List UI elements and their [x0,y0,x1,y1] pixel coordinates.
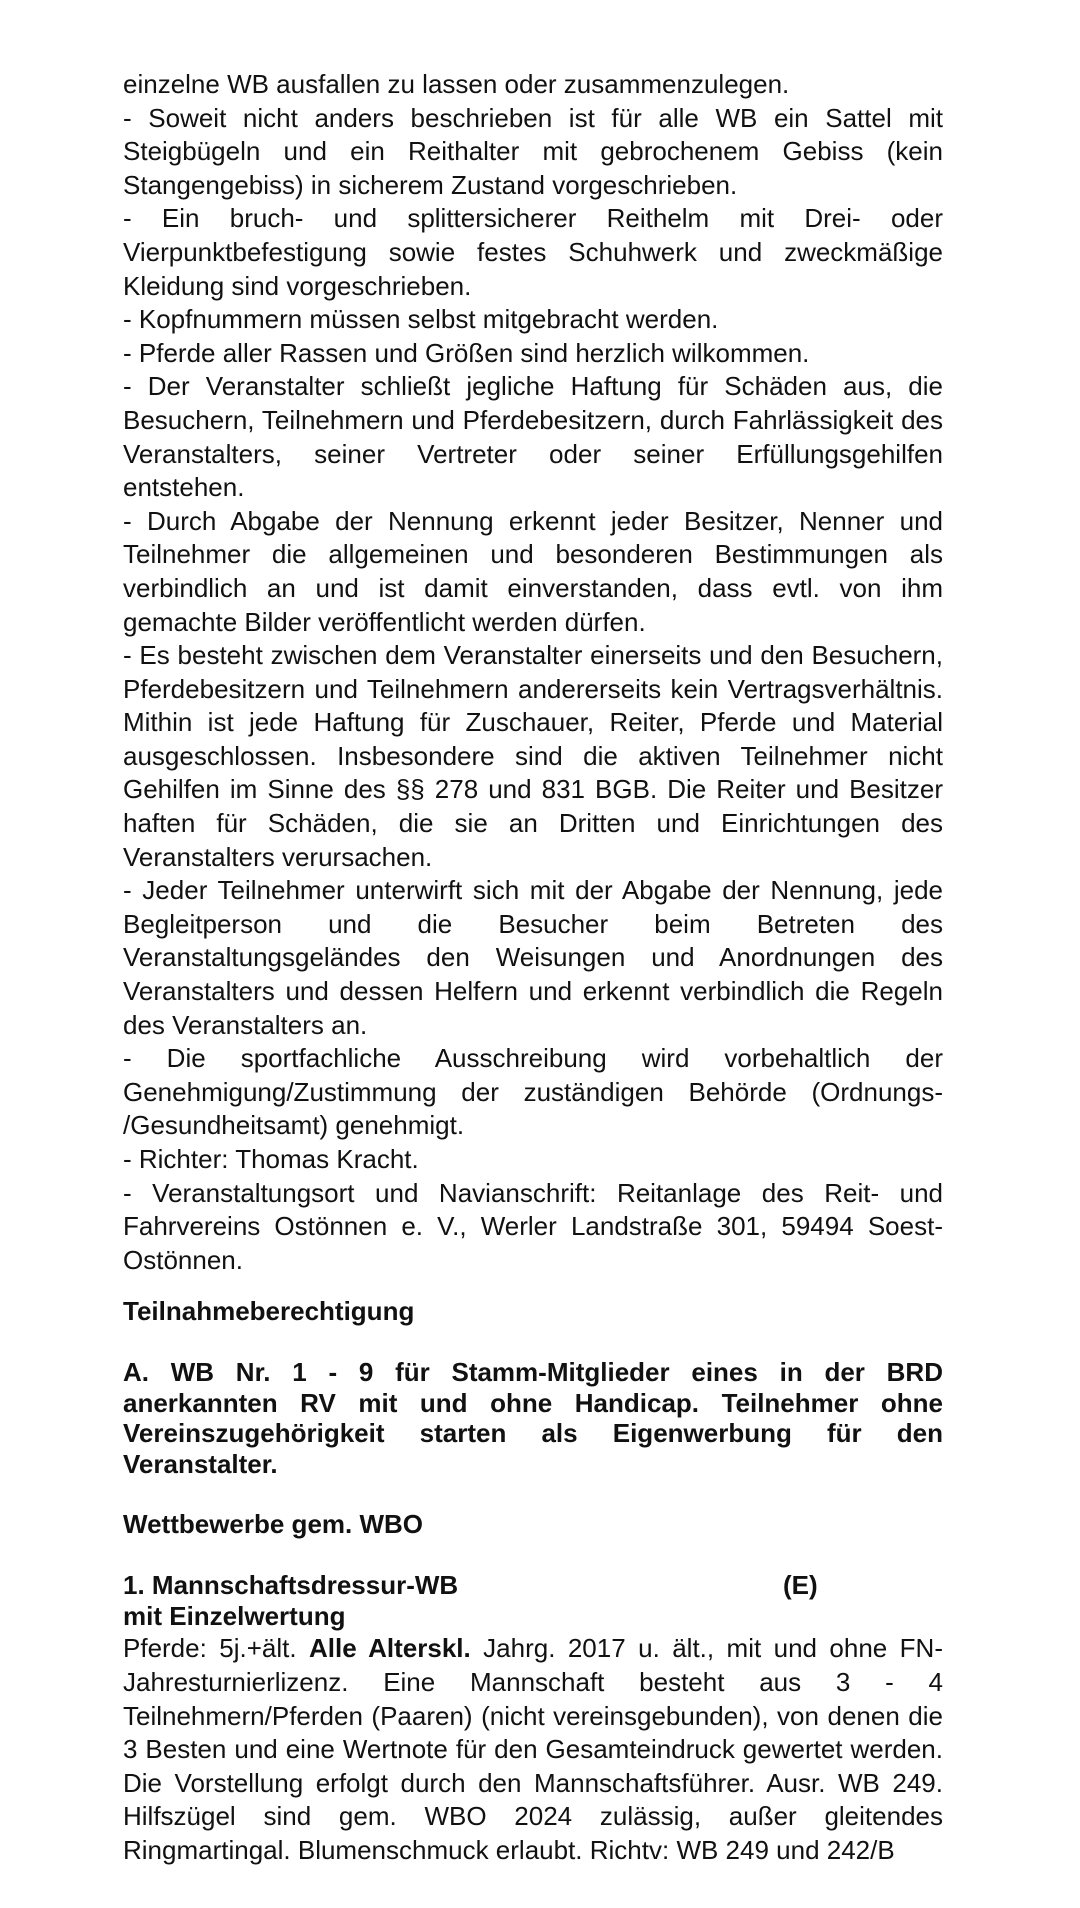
rule-paragraph: - Soweit nicht anders beschrieben ist für alle WB ein Sattel mit Steigbügeln und ein Reithalter mit gebrochenem Gebiss (kein Stangengebiss) in sicherem Zustand vorgeschrieben. [123,102,943,200]
spacer [123,1540,943,1570]
eligibility-heading: Teilnahmeberechtigung [123,1296,415,1327]
competition-title: 1. Mannschaftsdressur-WB [123,1570,459,1601]
spacer [123,1479,943,1509]
rule-paragraph: - Veranstaltungsort und Navianschrift: Reitanlage des Reit- und Fahrvereins Ostönnen e. V., Werler Landstraße 301, 59494 Soest-Ostönnen. [123,1177,943,1275]
rule-paragraph: - Durch Abgabe der Nennung erkennt jeder Besitzer, Nenner und Teilnehmer die allgemeinen und besonderen Bestimmungen als verbindlich an und ist damit einverstanden, dass evtl. von ihm gemachte Bilder veröffentlicht werden dürfen. [123,505,943,637]
competition-text-before: Pferde: 5j.+ält. [123,1633,309,1664]
rule-paragraph: - Richter: Thomas Kracht. [123,1144,419,1174]
competition-title-row [123,1570,943,1601]
document-page [123,68,943,1868]
competition-subtitle: mit Einzelwertung [123,1601,346,1632]
spacer [123,1327,943,1357]
rule-paragraph: - Es besteht zwischen dem Veranstalter einerseits und den Besuchern, Pferdebesitzern und Teilnehmern andererseits kein Vertragsverhältnis. Mithin ist jede Haftung für Zuschauer, Reiter, Pferde und Material ausgeschlossen. Insbesondere sind die aktiven Teilnehmer nicht Gehilfen im Sinne des §§ 278 und 831 BGB. Die Reiter und Besitzer haften für Schäden, die sie an Dritten und Einrichtungen des Veranstalters verursachen. [123,640,943,872]
competition-age-class: Alle Alterskl. [309,1633,471,1664]
spacer [123,1277,943,1296]
rule-paragraph: - Die sportfachliche Ausschreibung wird vorbehaltlich der Genehmigung/Zustimmung der zuständigen Behörde (Ordnungs- /Gesundheitsamt) genehmigt. [123,1043,943,1141]
rule-paragraph: - Pferde aller Rassen und Größen sind herzlich wilkommen. [123,337,810,368]
eligibility-text: A. WB Nr. 1 - 9 für Stamm-Mitglieder eines in der BRD anerkannten RV mit und ohne Handicap. Teilnehmer ohne Vereinszugehörigkeit starten als Eigenwerbung für den Veranstalter. [123,1357,943,1479]
rule-paragraph: - Der Veranstalter schließt jegliche Haftung für Schäden aus, die Besuchern, Teilnehmern und Pferdebesitzern, durch Fahrlässigkeit des Veranstalters, seiner Vertreter oder seiner Erfüllungsgehilfen entstehen. [123,371,943,503]
competition-description [123,1632,943,1867]
rule-paragraph: - Jeder Teilnehmer unterwirft sich mit der Abgabe der Nennung, jede Begleitperson und die Besucher beim Betreten des Veranstaltungsgeländes den Weisungen und Anordnungen des Veranstalters und dessen Helfern und erkennt verbindlich die Regeln des Veranstalters an. [123,875,943,1040]
competition-code: (E) [783,1570,818,1601]
rule-paragraph: einzelne WB ausfallen zu lassen oder zusammenzulegen. [123,69,790,99]
rule-paragraph: - Kopfnummern müssen selbst mitgebracht werden. [123,304,719,335]
rule-paragraph: - Ein bruch- und splittersicherer Reithelm mit Drei- oder Vierpunktbefestigung sowie festes Schuhwerk und zweckmäßige Kleidung sind vorgeschrieben. [123,203,943,301]
competition-text-after: Jahrg. 2017 u. ält., mit und ohne FN-Jahresturnierlizenz. Eine Mannschaft besteht aus 3 - 4 Teilnehmern/Pferden (Paaren) (nicht vereinsgebunden), von denen die 3 Besten und eine Wertnote für den Gesamteindruck gewertet werden. Die Vorstellung erfolgt durch den Mannschaftsführer. Ausr. WB 249. Hilfszügel sind gem. WBO 2024 zulässig, außer gleitendes Ringmartingal. Blumenschmuck erlaubt. Richtv: WB 249 und 242/B [123,1633,943,1865]
competitions-heading: Wettbewerbe gem. WBO [123,1509,424,1540]
